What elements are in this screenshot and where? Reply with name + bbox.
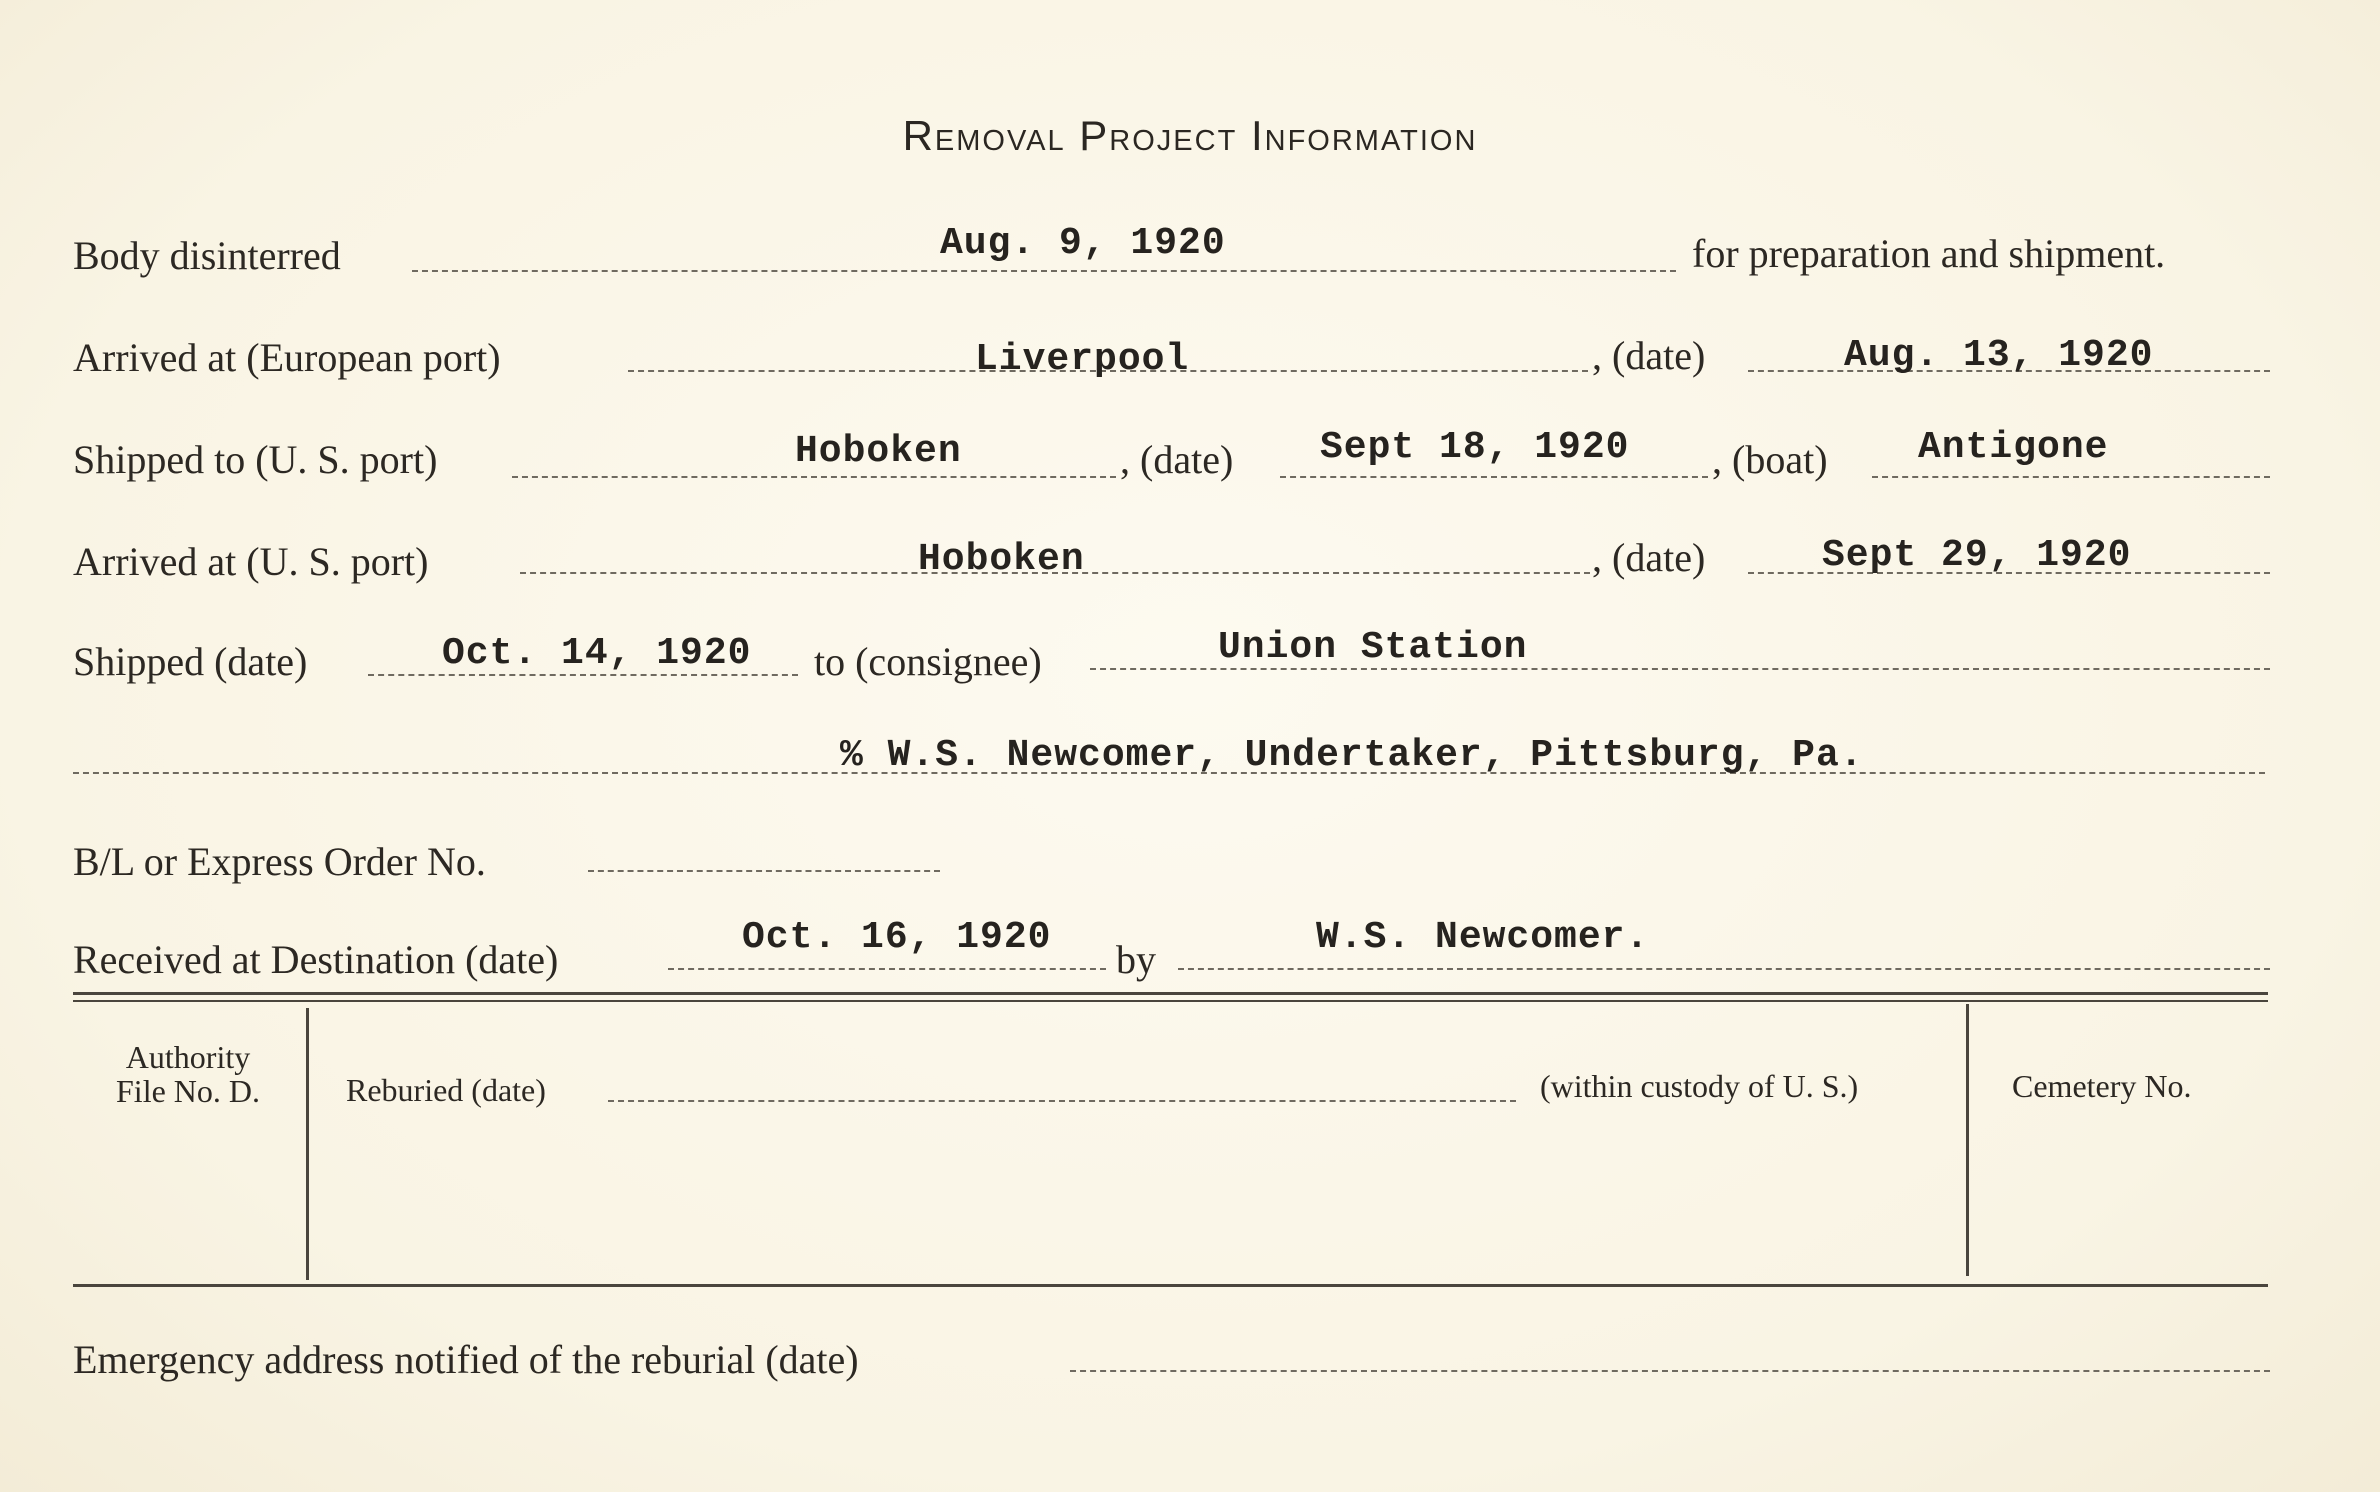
reburied-label: Reburied (date) — [346, 1072, 546, 1108]
boat-line — [1872, 476, 2270, 478]
emergency-label: Emergency address notified of the reburial (date) — [73, 1337, 859, 1382]
european-date-label: , (date) — [1592, 333, 1706, 378]
received-date-line — [668, 968, 1106, 970]
divider-rule-top — [73, 992, 2268, 995]
divider-rule-bottom — [73, 1000, 2268, 1002]
disinterred-date: Aug. 9, 1920 — [940, 222, 1226, 265]
shipped-label: Shipped (date) — [73, 639, 308, 684]
european-date: Aug. 13, 1920 — [1844, 334, 2154, 377]
column-divider-right — [1966, 1004, 1969, 1276]
shipped-date2: Oct. 14, 1920 — [442, 632, 752, 675]
received-by: W.S. Newcomer. — [1316, 916, 1650, 959]
lower-section-rule — [73, 1284, 2268, 1287]
authority-line-1: Authority — [125, 1039, 251, 1075]
arrived-european-label: Arrived at (European port) — [73, 335, 501, 380]
received-by-line — [1178, 968, 2270, 970]
bl-label: B/L or Express Order No. — [73, 839, 486, 884]
emergency-line — [1070, 1370, 2270, 1372]
shipped-date-label: , (date) — [1120, 437, 1234, 482]
shipped-date: Sept 18, 1920 — [1320, 426, 1630, 469]
reburied-line — [608, 1100, 1516, 1102]
authority-label — [88, 1040, 288, 1108]
boat-label: , (boat) — [1712, 437, 1828, 482]
cemetery-label: Cemetery No. — [2012, 1068, 2192, 1104]
received-label: Received at Destination (date) — [73, 937, 559, 982]
authority-line-2: File No. D. — [116, 1073, 260, 1109]
european-port: Liverpool — [975, 338, 1190, 381]
arrived-us-label: Arrived at (U. S. port) — [73, 539, 429, 584]
arrived-us-date: Sept 29, 1920 — [1822, 534, 2132, 577]
boat-name: Antigone — [1918, 426, 2109, 469]
consignee-address: % W.S. Newcomer, Undertaker, Pittsburg, Pa. — [840, 734, 1864, 777]
disinterred-line — [412, 270, 1676, 272]
bl-line — [588, 870, 940, 872]
disinterred-suffix: for preparation and shipment. — [1692, 231, 2166, 276]
card-title: Removal Project Information — [902, 112, 1478, 159]
consignee-label: to (consignee) — [814, 639, 1042, 684]
us-port-line — [512, 476, 1116, 478]
arrived-us-port: Hoboken — [918, 538, 1085, 581]
disinterred-label: Body disinterred — [73, 233, 341, 278]
received-date: Oct. 16, 1920 — [742, 916, 1052, 959]
column-divider-left — [306, 1008, 309, 1280]
consignee-name: Union Station — [1218, 626, 1528, 669]
shipped-date-line — [1280, 476, 1708, 478]
arrived-us-date-label: , (date) — [1592, 535, 1706, 580]
shipped-to-us-label: Shipped to (U. S. port) — [73, 437, 438, 482]
received-by-label: by — [1116, 937, 1156, 982]
custody-label: (within custody of U. S.) — [1540, 1068, 1859, 1104]
us-port: Hoboken — [795, 430, 962, 473]
